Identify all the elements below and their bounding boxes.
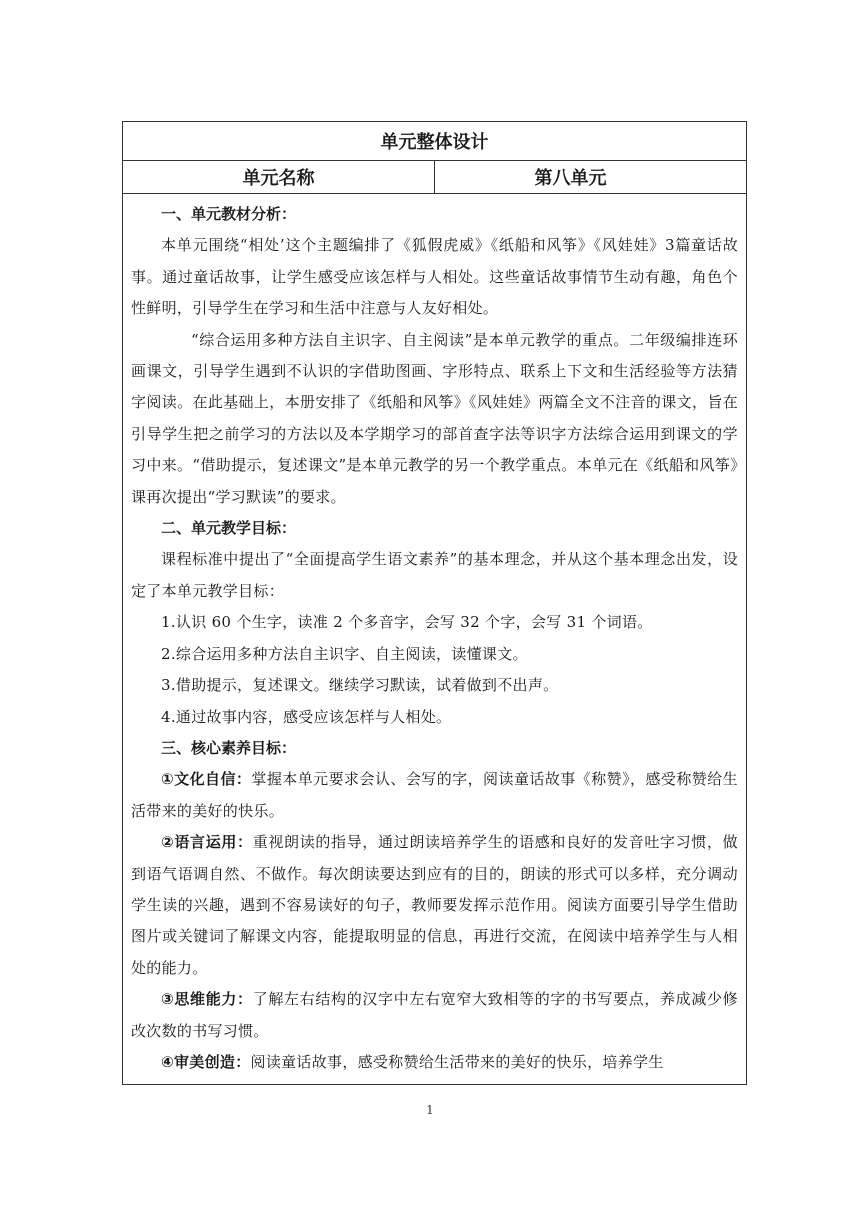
core-lead: ③思维能力： [161,990,253,1009]
core-heading: 三、核心素养目标： [161,738,297,757]
goal-item: 4.通过故事内容，感受应该怎样与人相处。 [161,707,452,726]
unit-name-value: 第八单元 [435,161,747,194]
goal-item: 3.借助提示，复述课文。继续学习默读，试着做到不出声。 [161,676,559,695]
analysis-paragraph-2: “综合运用多种方法自主识字、自主阅读”是本单元教学的重点。二年级编排连环画课文，引导学生遇到不认识的字借助图画、字形特点、联系上下文和生活经验等方法猜字阅读。在此基础上，本册安排了《纸船和风筝》《风娃娃》两篇全文不注音的课文，旨在引导学生把之前学习的方法以及本学期学习的部首查字法等识字方法综合运用到课文的学习中来。“借助提示，复述课文”是本单元教学的另一个教学重点。本单元在《纸船和风筝》课再次提出“学习默读”的要求。 [131,330,738,506]
page-number: 1 [426,1103,434,1117]
core-text: 了解左右结构的汉字中左右宽窄大致相等的字的书写要点，养成减少修改次数的书写习惯。 [131,990,738,1040]
goal-item: 1.认识 60 个生字，读准 2 个多音字，会写 32 个字，会写 31 个词语。 [161,613,653,632]
analysis-paragraph-1: 本单元围绕“相处’这个主题编排了《狐假虎威》《纸船和风筝》《风娃娃》3篇童话故事。通过童话故事，让学生感受应该怎样与人相处。这些童话故事情节生动有趣，角色个性鲜明，引导学生在学习和生活中注意与人友好相处。 [131,236,738,318]
core-lead: ④审美创造： [161,1052,251,1071]
core-text: 掌握本单元要求会认、会写的字，阅读童话故事《称赞》，感受称赞给生活带来的美好的快乐。 [131,770,738,820]
core-item-culture [131,764,738,827]
core-item-aesthetic [131,1047,738,1078]
unit-design-table [122,121,747,1085]
core-lead: ①文化自信： [161,770,252,789]
core-item-language [131,827,738,984]
core-text: 重视朗读的指导，通过朗读培养学生的语感和良好的发音吐字习惯，做到语气语调自然、不做作。每次朗读要达到应有的目的，朗读的形式可以多样，充分调动学生读的兴趣，遇到不容易读好的句子，教师要发挥示范作用。阅读方面要引导学生借助图片或关键词了解课文内容，能提取明显的信息，再进行交流，在阅读中培养学生与人相处的能力。 [131,833,738,977]
unit-name-label: 单元名称 [123,161,435,194]
table-title: 单元整体设计 [123,122,747,161]
core-item-thinking [131,984,738,1047]
analysis-heading: 一、单元教材分析： [161,205,297,223]
core-lead: ②语言运用： [161,833,253,852]
content-cell [123,194,747,1085]
goals-intro: 课程标准中提出了“全面提高学生语文素养”的基本理念，并从这个基本理念出发，设定了本单元教学目标： [131,550,738,600]
goal-item: 2.综合运用多种方法自主识字、自主阅读，读懂课文。 [161,644,528,663]
goals-heading: 二、单元教学目标： [161,519,297,538]
core-text: 阅读童话故事，感受称赞给生活带来的美好的快乐，培养学生 [250,1052,664,1071]
